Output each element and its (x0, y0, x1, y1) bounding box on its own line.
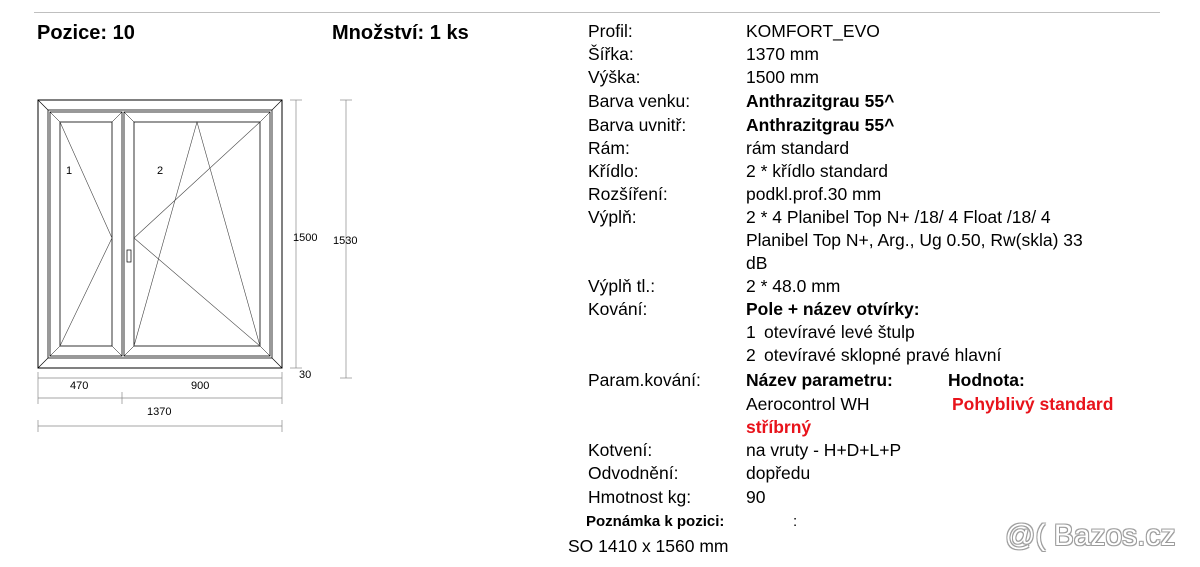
window-drawing (0, 0, 560, 567)
odvodneni-value: dopředu (746, 463, 811, 483)
param-value-line-1: Pohyblivý standard (952, 394, 1114, 414)
note-colon: : (793, 513, 798, 530)
sash-1-label: 1 (66, 165, 73, 177)
position-title: Pozice: 10 (37, 22, 135, 44)
rozsireni-label: Rozšíření: (588, 184, 668, 204)
barva-uvnitr-value: Anthrazitgrau 55^ (746, 115, 895, 135)
kovani-item-2-text: otevíravé sklopné pravé hlavní (764, 345, 1002, 365)
kovani-item-1-num: 1 (746, 322, 756, 342)
profil-value: KOMFORT_EVO (746, 21, 880, 41)
vypln-line-3: dB (746, 253, 768, 273)
barva-venku-label: Barva venku: (588, 91, 691, 111)
so-dimensions: SO 1410 x 1560 mm (568, 536, 729, 556)
vypln-line-2: Planibel Top N+, Arg., Ug 0.50, Rw(skla) 33 (746, 230, 1083, 250)
hmotnost-label: Hmotnost kg: (588, 487, 692, 507)
odvodneni-label: Odvodnění: (588, 463, 679, 483)
barva-uvnitr-label: Barva uvnitř: (588, 115, 687, 135)
vyska-label: Výška: (588, 67, 641, 87)
vyska-value: 1500 mm (746, 67, 819, 87)
sirka-label: Šířka: (588, 44, 634, 64)
ram-value: rám standard (746, 138, 850, 158)
kotveni-label: Kotvení: (588, 440, 653, 460)
kridlo-label: Křídlo: (588, 161, 639, 181)
kovani-label: Kování: (588, 299, 648, 319)
window-outer-frame (38, 100, 282, 368)
kridlo-value: 2 * křídlo standard (746, 161, 889, 181)
param-value-line-2: stříbrný (746, 417, 812, 437)
kotveni-value: na vruty - H+D+L+P (746, 440, 902, 460)
dim-width-right: 900 (191, 380, 210, 392)
dim-width-total: 1370 (147, 406, 172, 418)
vypln-tl-value: 2 * 48.0 mm (746, 276, 841, 296)
param-name: Aerocontrol WH (746, 394, 870, 414)
kovani-item-1-text: otevíravé levé štulp (764, 322, 915, 342)
dim-height-total: 1530 (333, 235, 358, 247)
kovani-header: Pole + název otvírky: (746, 299, 920, 319)
dim-width-left: 470 (70, 380, 89, 392)
kovani-item-2-num: 2 (746, 345, 756, 365)
sirka-value: 1370 mm (746, 44, 819, 64)
watermark: @( Bazos.cz (1005, 519, 1176, 552)
dim-height-frame: 1500 (293, 232, 318, 244)
vypln-tl-label: Výplň tl.: (588, 276, 656, 296)
note-label: Poznámka k pozici: (586, 513, 725, 530)
param-name-header: Název parametru: (746, 370, 893, 390)
barva-venku-value: Anthrazitgrau 55^ (746, 91, 895, 111)
quantity-title: Množství: 1 ks (332, 22, 469, 44)
ram-label: Rám: (588, 138, 630, 158)
dim-bottom-profile: 30 (299, 369, 312, 381)
profil-label: Profil: (588, 21, 633, 41)
vypln-label: Výplň: (588, 207, 637, 227)
param-value-header: Hodnota: (948, 370, 1025, 390)
vypln-line-1: 2 * 4 Planibel Top N+ /18/ 4 Float /18/ 4 (746, 207, 1051, 227)
hmotnost-value: 90 (746, 487, 766, 507)
rozsireni-value: podkl.prof.30 mm (746, 184, 882, 204)
sash-2-label: 2 (157, 165, 164, 177)
handle-icon (127, 250, 131, 262)
param-label: Param.kování: (588, 370, 701, 390)
